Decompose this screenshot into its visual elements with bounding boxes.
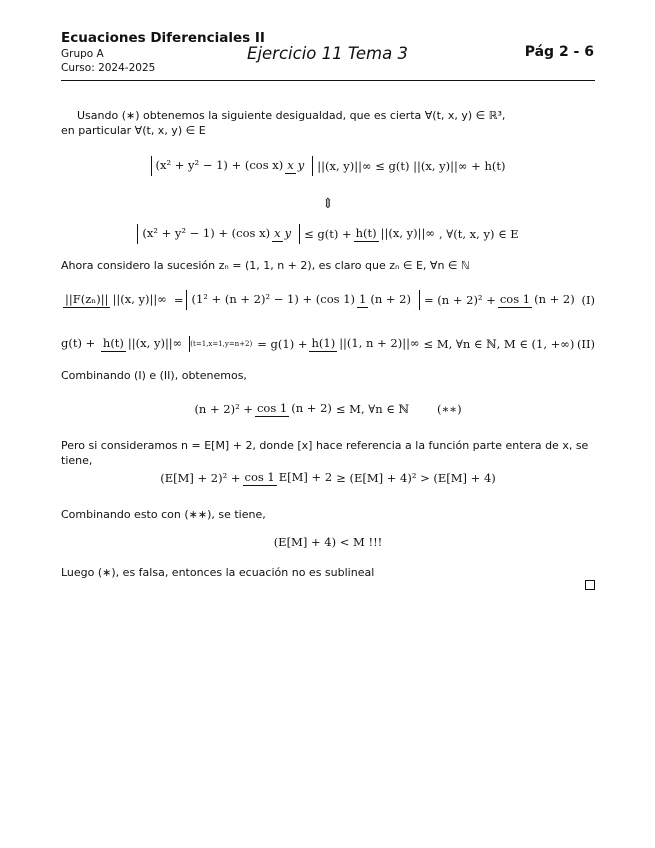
- eq1-abs: [151, 156, 314, 176]
- eq6-lhs: (E[M] + 2)² +: [160, 471, 241, 485]
- eq3-rhs: = (n + 2)² +: [424, 293, 496, 307]
- group-label: Grupo A: [61, 48, 104, 60]
- eq1-frac-num: x: [287, 158, 294, 172]
- equation-6: [61, 458, 595, 498]
- year-label: Curso: 2024-2025: [61, 62, 156, 74]
- eq3-abs: [186, 290, 420, 310]
- eq4-frac-den: ||(x, y)||∞: [127, 336, 183, 350]
- conclusion-text: Luego (∗), es falsa, entonces la ecuación no es sublineal: [61, 566, 375, 579]
- eq4-lhs: g(t) +: [61, 336, 96, 350]
- eq2-fraction: [272, 226, 293, 242]
- equation-4: [61, 324, 595, 364]
- sequence-text: Ahora considero la sucesión zₙ = (1, 1, n + 2), es claro que zₙ ∈ E, ∀n ∈ ℕ: [61, 259, 470, 272]
- header-rule: [61, 80, 595, 81]
- eq4-fraction-2: [309, 336, 421, 352]
- eq3-frac-den: ||(x, y)||∞: [112, 292, 167, 306]
- eq6-rhs: ≥ (E[M] + 4)² > (E[M] + 4): [336, 471, 496, 485]
- eq4-mid: = g(1) +: [257, 337, 308, 351]
- iff-arrow: ⇕: [322, 196, 334, 212]
- eq3-fraction-2: [357, 292, 413, 308]
- eq4-frac2-num: h(1): [311, 336, 336, 350]
- eq6-frac-num: cos 1: [244, 470, 275, 484]
- page-number: Pág 2 - 6: [524, 44, 594, 60]
- eq3-fraction-3: [498, 292, 577, 308]
- eq3-frac3-den: (n + 2): [534, 292, 575, 306]
- equation-3: [61, 280, 595, 320]
- equation-5: [61, 389, 595, 429]
- floor-text: Pero si consideramos n = E[M] + 2, donde [x] hace referencia a la función parte entera de x, se tiene,: [61, 439, 589, 467]
- qed-square-icon: [585, 580, 595, 590]
- eq2-abs: [137, 224, 300, 244]
- eq5-frac-den: (n + 2): [291, 401, 332, 415]
- eq2-mid: ≤ g(t) +: [304, 227, 352, 241]
- eq5-lhs: (n + 2)² +: [194, 402, 253, 416]
- eq3-frac3-num: cos 1: [499, 292, 531, 306]
- eq5-tag: (∗∗): [436, 402, 462, 416]
- eq2-frac2-den: ||(x, y)||∞: [380, 226, 435, 240]
- eq1-frac-den: y: [297, 158, 305, 172]
- combine-text-1: Combinando (I) e (II), obtenemos,: [61, 369, 247, 382]
- equation-1: [61, 146, 595, 186]
- eq5-fraction: [255, 401, 334, 417]
- eq4-tag: (II): [576, 337, 595, 351]
- combine-text-2: Combinando esto con (∗∗), se tiene,: [61, 508, 266, 521]
- eq3-frac-num: ||F(zₙ)||: [65, 292, 109, 306]
- intro-line-1: Usando (∗) obtenemos la siguiente desigualdad, que es cierta ∀(t, x, y) ∈ ℝ³,: [77, 109, 506, 122]
- exercise-title: Ejercicio 11 Tema 3: [247, 44, 408, 63]
- equation-2: [61, 214, 595, 254]
- eq2-frac-num: x: [274, 226, 281, 240]
- eq1-rhs: ||(x, y)||∞ ≤ g(t) ||(x, y)||∞ + h(t): [317, 159, 506, 173]
- eq1-lhs: (x² + y² − 1) + (cos x): [155, 158, 284, 172]
- eq4-eval-bar: [61, 336, 190, 352]
- eq3-equals: =: [173, 293, 184, 307]
- course-title: Ecuaciones Diferenciales II: [61, 30, 265, 46]
- eq5-rhs: ≤ M, ∀n ∈ ℕ: [335, 402, 409, 416]
- eq2-tail: , ∀(t, x, y) ∈ E: [438, 227, 519, 241]
- equation-7: [61, 522, 595, 562]
- eq5-frac-num: cos 1: [256, 401, 288, 415]
- eq6-frac-den: E[M] + 2: [278, 470, 333, 484]
- eq4-frac-num: h(t): [102, 336, 124, 350]
- eq2-frac2-num: h(t): [355, 226, 377, 240]
- eq2-lhs: (x² + y² − 1) + (cos x): [142, 226, 271, 240]
- eq4-eval-sub: (t=1,x=1,y=n+2): [190, 340, 253, 348]
- eq1-fraction: [285, 158, 306, 174]
- eq3-fraction: [63, 292, 169, 308]
- eq7-text: (E[M] + 4) < M !!!: [273, 535, 383, 549]
- eq2-fraction-2: [354, 226, 437, 242]
- eq3-frac2-den: (n + 2): [370, 292, 411, 306]
- eq2-frac-den: y: [284, 226, 292, 240]
- eq6-fraction: [243, 470, 335, 486]
- eq3-abs-lhs: (1² + (n + 2)² − 1) + (cos 1): [191, 292, 356, 306]
- eq3-tag: (I): [581, 293, 595, 307]
- eq3-frac2-num: 1: [359, 292, 367, 306]
- eq4-rhs: ≤ M, ∀n ∈ ℕ, M ∈ (1, +∞): [423, 337, 575, 351]
- intro-line-2: en particular ∀(t, x, y) ∈ E: [61, 124, 206, 137]
- eq4-fraction: [101, 336, 184, 352]
- eq4-frac2-den: ||(1, n + 2)||∞: [339, 336, 420, 350]
